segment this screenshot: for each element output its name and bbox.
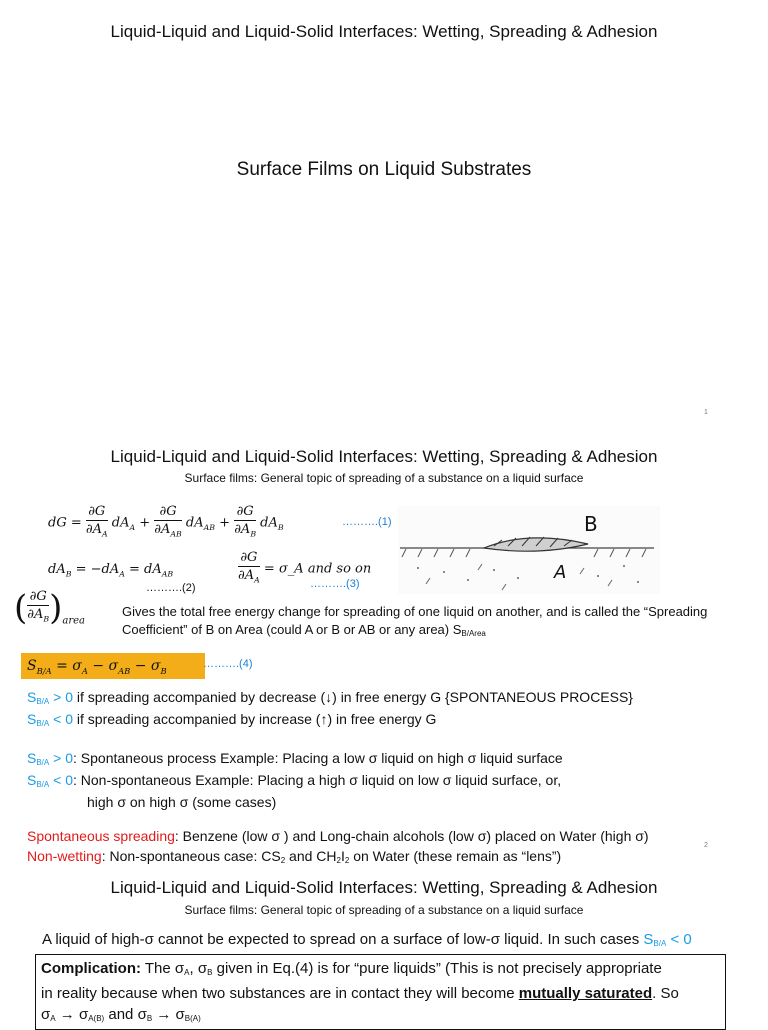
complication-mutually-saturated: mutually saturated (518, 985, 653, 1002)
equation-1: dG = $\frac{\partial G}{\partial A_A}$ $dA_A$ + $\frac{\partial G}{\partial A_{AB}}$ $dA_{AB}$ + $\frac{\partial G}{\partial A_B}$ $dA_B$ (48, 504, 284, 539)
non-wetting-text-1: : Non-spontaneous case: CS (101, 848, 281, 864)
equation-4: $S_{B/A} = \sigma_A - \sigma_{AB} - \sigma_B$ (21, 653, 205, 679)
complication-line-3: σA → σA(B) and σB → σB(A) (41, 1006, 201, 1023)
complication-l3b: → σ (55, 1006, 89, 1023)
rule-negative-cond: < 0 (53, 711, 73, 727)
lens-figure (398, 506, 660, 594)
slide-3-title: Liquid-Liquid and Liquid-Solid Interfaces: Wetting, Spreading & Adhesion (110, 878, 658, 897)
page-number-2: 2 (704, 842, 708, 849)
equation-3-rhs: σ_A and so on (278, 561, 372, 577)
slide-3-intro-text: A liquid of high-σ cannot be expected to spread on a surface of low-σ liquid. In such cases (42, 931, 644, 948)
example-positive: SB/A > 0: Spontaneous process Example: Placing a low σ liquid on high σ liquid surface (27, 750, 563, 767)
slide-3-subtitle: Surface films: General topic of spreading of a substance on a liquid surface (184, 903, 584, 917)
complication-l3c: and σ (104, 1006, 147, 1023)
example-positive-text: : Spontaneous process Example: Placing a low σ liquid on high σ liquid surface (73, 750, 563, 766)
equation-3: $\frac{\partial G}{\partial A_A}$ = σ_A and so on (238, 550, 372, 585)
slide-1-title: Liquid-Liquid and Liquid-Solid Interfaces: Wetting, Spreading & Adhesion (110, 22, 658, 41)
non-wetting-text-2: and CH (285, 848, 337, 864)
complication-box (35, 954, 726, 1030)
coefficient-text-2-main: Coefficient” of B on Area (could A or B or AB or any area) S (122, 622, 462, 637)
figure-label-b: B (584, 512, 598, 536)
example-negative-cond: < 0 (53, 772, 73, 788)
equation-1-tag: ……….(1) (342, 516, 392, 528)
rule-negative: SB/A < 0 if spreading accompanied by increase (↑) in free energy G (27, 711, 437, 728)
complication-l1b: , σ (189, 960, 208, 977)
figure-label-a: A (554, 562, 567, 583)
complication-line-1: Complication: The σA, σB given in Eq.(4) is for “pure liquids” (This is not precisely appropriate (41, 960, 662, 977)
coefficient-text-2-sub: B/Area (461, 629, 486, 638)
page-number-1: 1 (704, 409, 708, 416)
complication-l2a: in reality because when two substances are in contact they will become (41, 985, 519, 1002)
complication-line-2 (41, 983, 720, 1004)
lens-sketch (398, 506, 660, 594)
example-positive-cond: > 0 (53, 750, 73, 766)
non-wetting-text-3: I (340, 848, 345, 864)
complication-l3d: → σ (152, 1006, 185, 1023)
equation-2: $dA_B = -dA_A = dA_{AB}$ (48, 562, 174, 579)
rule-negative-text: if spreading accompanied by increase (↑) in free energy G (76, 711, 437, 727)
equation-4-tag: ……….(4) (203, 658, 253, 670)
spontaneous-label: Spontaneous spreading (27, 828, 175, 844)
complication-l2b: . So (652, 985, 679, 1002)
complication-l1a: The σ (141, 960, 185, 977)
spreading-coefficient-expression: ( $\frac{\partial G}{\partial A_B}$ )$_{area}$ (14, 588, 86, 628)
spontaneous-spreading-line (27, 828, 649, 844)
spontaneous-text: : Benzene (low σ ) and Long-chain alcohols (low σ) placed on Water (high σ) (174, 828, 649, 844)
example-negative-continued: high σ on high σ (some cases) (87, 794, 277, 810)
example-negative-text: : Non-spontaneous Example: Placing a high σ liquid on low σ liquid surface, or, (73, 772, 562, 788)
complication-l1c: given in Eq.(4) is for “pure liquids” (This is not precisely appropriate (212, 960, 662, 977)
slide-1-subtitle: Surface Films on Liquid Substrates (236, 159, 532, 180)
rule-positive-text: if spreading accompanied by decrease (↓) in free energy G {SPONTANEOUS PROCESS} (76, 689, 633, 705)
example-negative: SB/A < 0: Non-spontaneous Example: Placing a high σ liquid on low σ liquid surface, or, (27, 772, 562, 789)
rule-positive: SB/A > 0 if spreading accompanied by decrease (↓) in free energy G {SPONTANEOUS PROCESS} (27, 689, 633, 706)
non-wetting-label: Non-wetting (27, 848, 102, 864)
complication-label: Complication: (41, 960, 141, 977)
slide-3-intro: A liquid of high-σ cannot be expected to spread on a surface of low-σ liquid. In such cases SB/A < 0 (42, 931, 692, 948)
coefficient-text-1: Gives the total free energy change for spreading of one liquid on another, and is called the “Spreading (122, 604, 708, 619)
non-wetting-text-4: on Water (these remain as “lens”) (349, 848, 562, 864)
slide-3-intro-cond: < 0 (670, 931, 692, 948)
equation-2-tag: ……….(2) (146, 582, 196, 594)
rule-positive-cond: > 0 (53, 689, 73, 705)
complication-l3a: σ (41, 1006, 51, 1023)
slide-2-subtitle: Surface films: General topic of spreading of a substance on a liquid surface (184, 471, 584, 485)
slide-2-title: Liquid-Liquid and Liquid-Solid Interfaces: Wetting, Spreading & Adhesion (110, 447, 658, 466)
coefficient-text-2 (122, 622, 486, 638)
non-wetting-line: Non-wetting: Non-spontaneous case: CS2 and CH2I2 on Water (these remain as “lens”) (27, 848, 562, 865)
equation-3-tag: ……….(3) (310, 578, 360, 590)
